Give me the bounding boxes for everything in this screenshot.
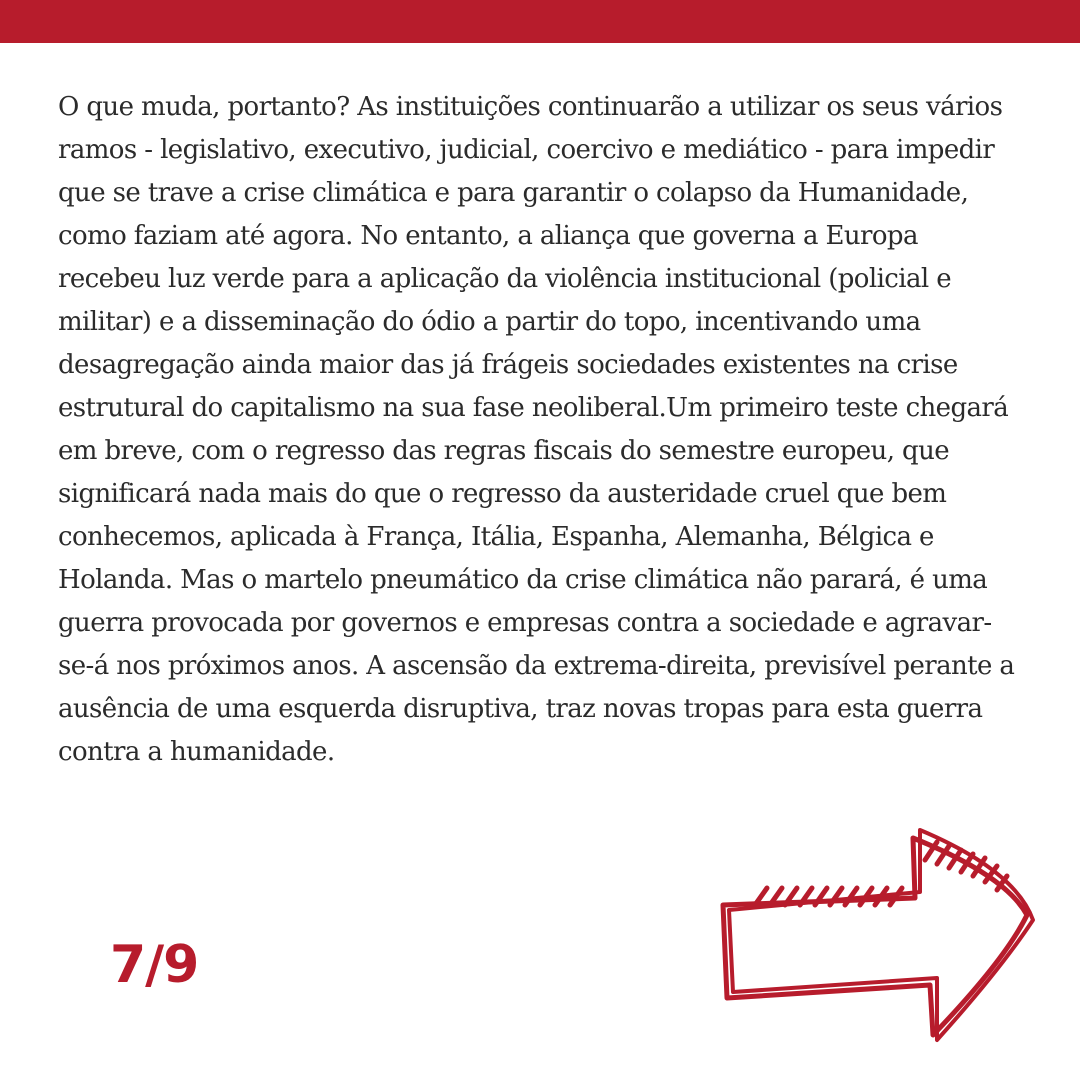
top-accent-bar <box>0 0 1080 43</box>
arrow-right-icon[interactable] <box>715 820 1040 1050</box>
page-indicator: 7/9 <box>110 935 199 995</box>
body-paragraph: O que muda, portanto? As instituições continuarão a utilizar os seus vários ramos - legislativo, executivo, judicial, coercivo e mediático - para impedir que se trave a crise climática e para garantir o colapso da Humanidade, como faziam até agora. No entanto, a aliança que governa a Europa recebeu luz verde para a aplicação da violência institucional (policial e militar) e a disseminação do ódio a partir do topo, incentivando uma desagregação ainda maior das já frágeis sociedades existentes na crise estrutural do capitalismo na sua fase neoliberal.Um primeiro teste chegará em breve, com o regresso das regras fiscais do semestre europeu, que significará nada mais do que o regresso da austeridade cruel que bem conhecemos, aplicada à França, Itália, Espanha, Alemanha, Bélgica e Holanda. Mas o martelo pneumático da crise climática não parará, é uma guerra provocada por governos e empresas contra a sociedade e agravar-se-á nos próximos anos. A ascensão da extrema-direita, previsível perante a ausência de uma esquerda disruptiva, traz novas tropas para esta guerra contra a humanidade. <box>58 92 1015 767</box>
